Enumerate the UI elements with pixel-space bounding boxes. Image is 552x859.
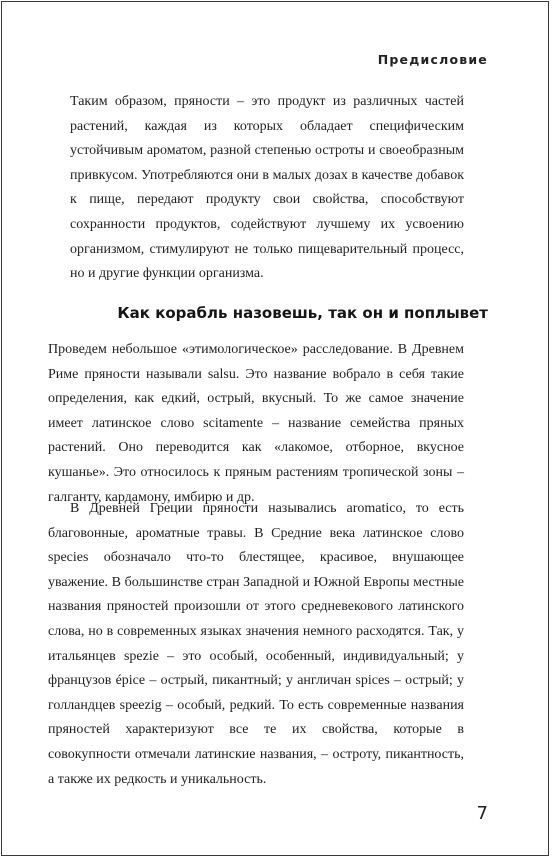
section-text-1 <box>48 338 464 510</box>
section-heading: Как корабль назовешь, так он и поплывет <box>117 304 488 322</box>
running-head: Предисловие <box>377 52 488 67</box>
intro-text <box>70 90 464 287</box>
paragraph: В Древней Греции пряности назывались aromatico, то есть благовонные, ароматные травы. В Средние века латинское слово species обозначало что-то блестящее, красивое, внушающее уважение. В большинстве стран Западной и Южной Европы местные названия пряностей произошли от этого средневекового латинского слова, но в современных языках значения немного расходятся. Так, у итальянцев spezie – это особый, особенный, индивидуальный; у французов épice – острый, пикантный; у англичан spices – острый; у голландцев speezig – особый, редкий. То есть современные названия пряностей характеризуют все те их свойства, которые в совокупности отмечали латинские названия, – остроту, пикантность, а также их редкость и уникальность. <box>48 501 464 787</box>
page-number: 7 <box>476 803 488 824</box>
paragraph: Проведем небольшое «этимологическое» расследование. В Древнем Риме пряности называли salsu. Это название вобрало в себя такие определения, как едкий, острый, вкусный. То же самое значение имеет латинское слово scitamente – название семейства пряных растений. Оно переводится как «лакомое, отборное, вкусное кушанье». Это относилось к пряным растениям тропической зоны – галганту, кардамону, имбирю и др. <box>48 342 464 505</box>
intro-paragraph: Таким образом, пряности – это продукт из различных частей растений, каждая из которых обладает специфическим устойчивым ароматом, разной степенью остроты и своеобразным привкусом. Употребляются они в малых дозах в качестве добавок к пище, передают продукту свои свойства, способствуют сохранности продуктов, содействуют лучшему их усвоению организмом, стимулируют не только пищеварительный процесс, но и другие функции организма. <box>70 94 464 282</box>
section-text-2 <box>48 497 464 792</box>
